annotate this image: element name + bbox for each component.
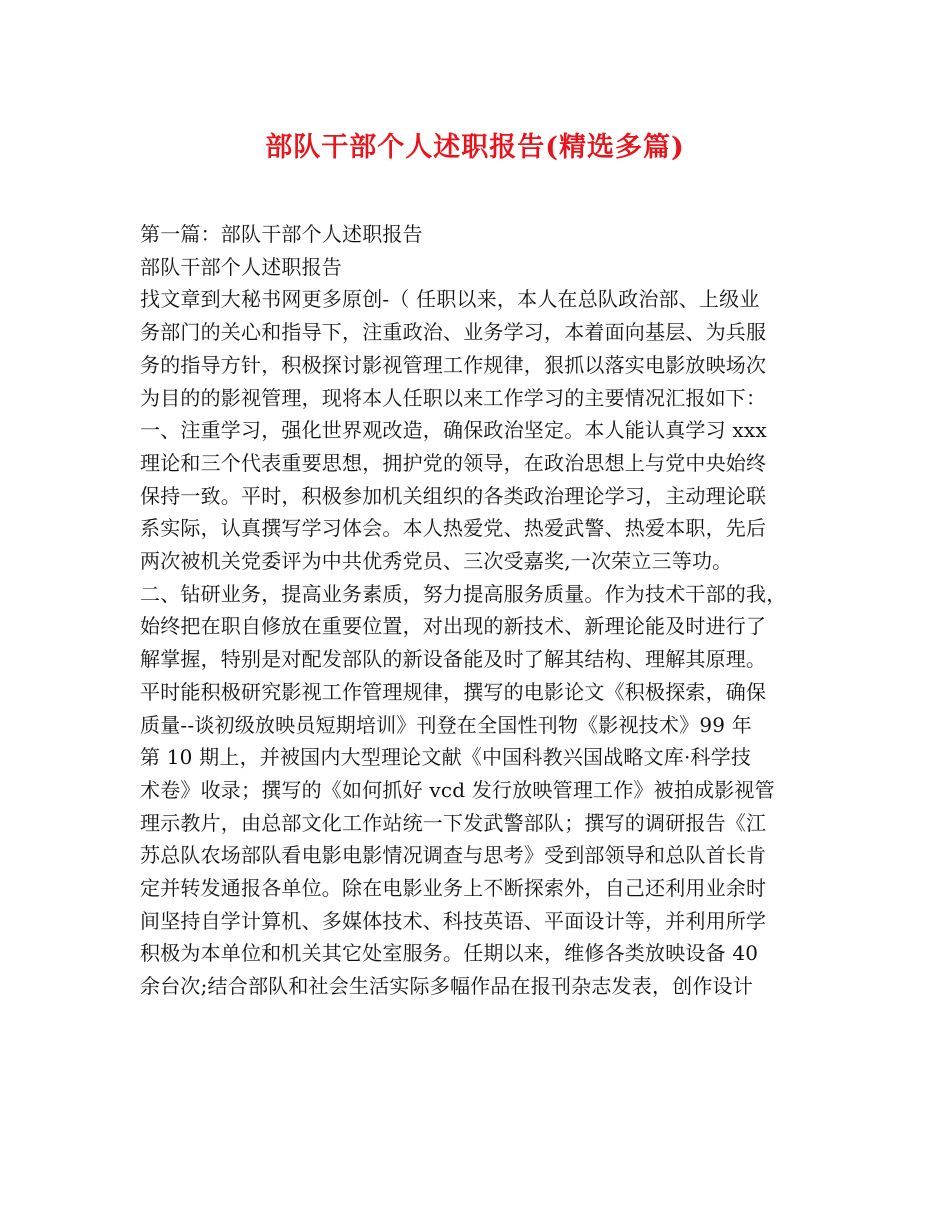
paragraph-line: 积极为本单位和机关其它处室服务。任期以来，维修各类放映设备 40 [140, 941, 759, 966]
paragraph-line: 两次被机关党委评为中共优秀党员、三次受嘉奖,一次荣立三等功。 [140, 549, 733, 574]
document-body [140, 218, 830, 1003]
paragraph-line: 定并转发通报各单位。除在电影业务上不断探索外，自己还利用业余时 [140, 876, 767, 901]
paragraph-line: 理示教片，由总部文化工作站统一下发武警部队；撰写的调研报告《江 [140, 810, 767, 835]
paragraph-line: 间坚持自学计算机、多媒体技术、科技英语、平面设计等，并利用所学 [140, 908, 767, 933]
document-title: 部队干部个人述职报告(精选多篇) [265, 132, 685, 163]
paragraph-line: 找文章到大秘书网更多原创-（ 任职以来，本人在总队政治部、上级业 [140, 287, 760, 312]
paragraph-line: 质量--谈初级放映员短期培训》刊登在全国性刊物《影视技术》99 年 [140, 712, 752, 737]
paragraph-line: 术卷》收录；撰写的《如何抓好 vcd 发行放映管理工作》被拍成影视管 [140, 777, 775, 802]
paragraph-line: 务部门的关心和指导下，注重政治、业务学习，本着面向基层、为兵服 [140, 320, 767, 345]
heading-part-one: 第一篇：部队干部个人述职报告 [140, 222, 423, 246]
paragraph-line: 第 10 期上，并被国内大型理论文献《中国科教兴国战略文库·科学技 [140, 745, 752, 770]
paragraph-line: 理论和三个代表重要思想，拥护党的领导，在政治思想上与党中央始终 [140, 450, 767, 475]
paragraph-line: 保持一致。平时，积极参加机关组织的各类政治理论学习，主动理论联 [140, 483, 767, 508]
paragraph-line: 为目的的影视管理，现将本人任职以来工作学习的主要情况汇报如下： [140, 385, 767, 410]
paragraph-line: 平时能积极研究影视工作管理规律，撰写的电影论文《积极探索，确保 [140, 679, 767, 704]
paragraph-line: 余台次;结合部队和社会生活实际多幅作品在报刊杂志发表，创作设计 [140, 974, 753, 999]
paragraph-line: 解掌握，特别是对配发部队的新设备能及时了解其结构、理解其原理。 [140, 647, 767, 672]
heading-report: 部队干部个人述职报告 [140, 254, 342, 279]
paragraph-line: 苏总队农场部队看电影电影情况调查与思考》受到部领导和总队首长肯 [140, 843, 767, 868]
paragraph-line: 始终把在职自修放在重要位置，对出现的新技术、新理论能及时进行了 [140, 614, 767, 639]
paragraph-line: 务的指导方针，积极探讨影视管理工作规律，狠抓以落实电影放映场次 [140, 352, 767, 377]
paragraph-line: 系实际，认真撰写学习体会。本人热爱党、热爱武警、热爱本职，先后 [140, 516, 767, 541]
paragraph-line: 一、注重学习，强化世界观改造，确保政治坚定。本人能认真学习 xxx [140, 418, 767, 443]
paragraph-line: 二、钻研业务，提高业务素质，努力提高服务质量。作为技术干部的我， [140, 581, 787, 606]
